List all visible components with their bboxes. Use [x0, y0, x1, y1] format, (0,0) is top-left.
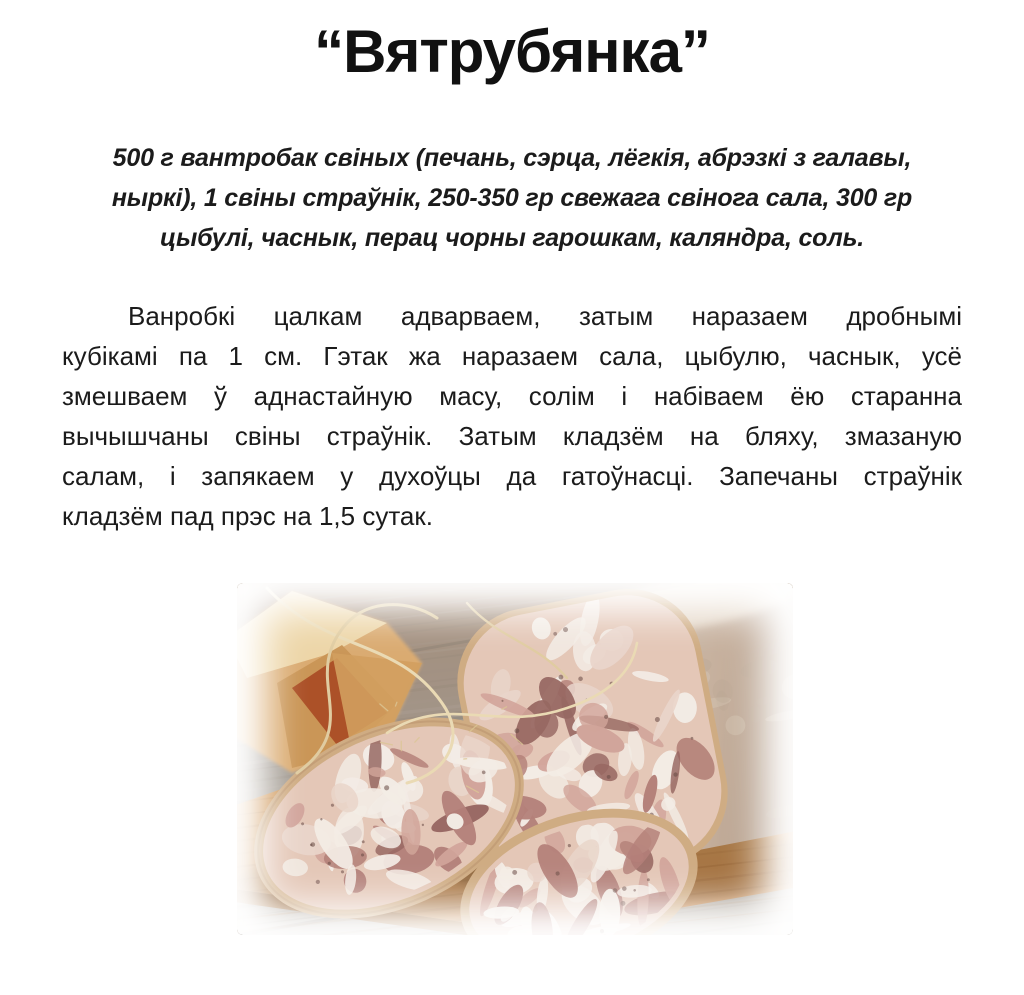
- instructions-line-1: Ванробкі цалкам адварваем, затым наразаем дробнымі: [128, 301, 962, 331]
- instructions-line-3: змешваем ў аднастайную масу, солім і набіваем ёю старанна: [62, 381, 962, 411]
- ingredients-line-1: 500 г вантробак свіных (печань, сэрца, лёгкія, абрэзкі з галавы,: [112, 144, 912, 172]
- ingredients-line-2: ныркі), 1 свіны страўнік, 250-350 гр свежага свінога сала, 300 гр: [111, 184, 913, 212]
- page-title: “Вятрубянка”: [314, 18, 710, 85]
- ingredients-paragraph: [52, 138, 972, 258]
- instructions-line-6: кладзём пад прэс на 1,5 сутак.: [62, 501, 433, 531]
- ingredients-line-3: цыбулі, часнык, перац чорны гарошкам, каляндра, соль.: [160, 224, 864, 252]
- instructions-line-2: кубікамі па 1 см. Гэтак жа наразаем сала, цыбулю, часнык, усё: [62, 341, 962, 371]
- headcheese-photo: [237, 583, 793, 935]
- headcheese-illustration: [237, 583, 793, 935]
- instructions-paragraph: [62, 296, 962, 536]
- instructions-line-4: вычышчаны свіны страўнік. Затым кладзём на бляху, змазаную: [62, 421, 962, 451]
- instructions-line-5: салам, і запякаем у духоўцы да гатоўнасці. Запечаны страўнік: [62, 461, 962, 491]
